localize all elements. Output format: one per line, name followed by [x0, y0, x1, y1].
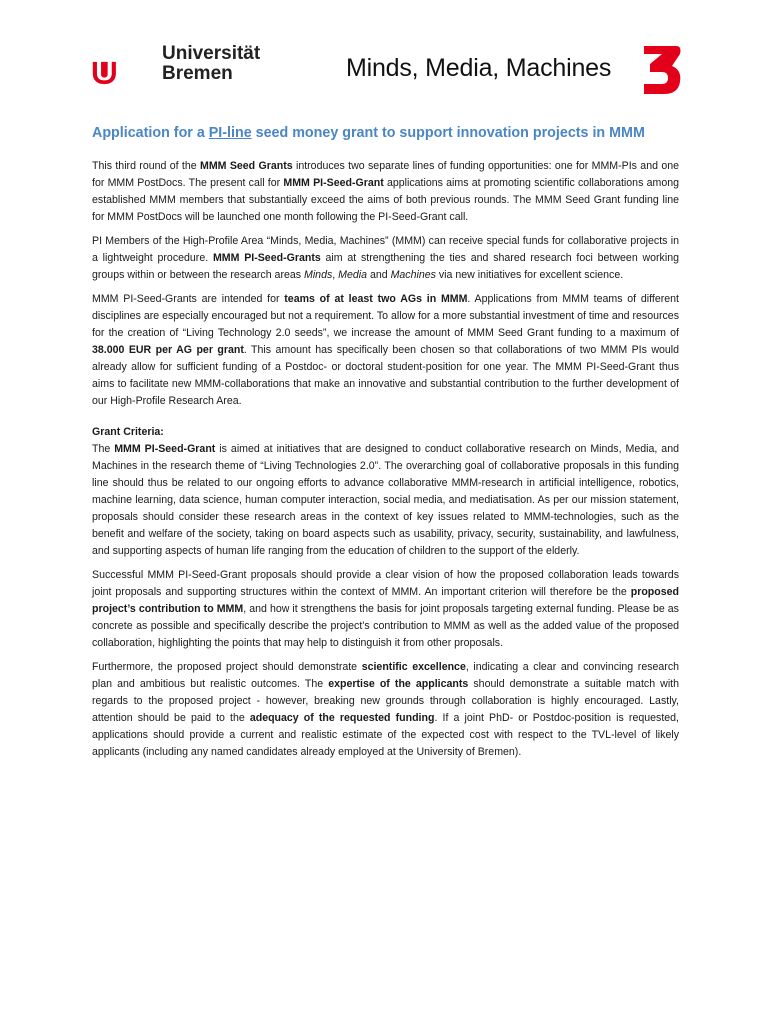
- italic-text: Machines: [390, 269, 436, 281]
- bold-text: MMM PI-Seed-Grants: [212, 252, 321, 264]
- mmm-logo-text: Minds, Media, Machines: [346, 54, 612, 82]
- italic-text: Minds: [304, 269, 333, 281]
- title-prefix: Application for a: [92, 125, 209, 141]
- italic-text: Media: [338, 269, 368, 281]
- text: introduces two separate lines of funding opportunities: one for MMM-PIs and one for MMM PostDocs. The present call for: [92, 160, 679, 189]
- text: , indicating a clear and convincing research plan and ambitious but realistic outcomes. The: [92, 661, 680, 690]
- text: . Applications from MMM teams of different disciplines are especially encouraged but not a requirement. To allow for a more substantial investment of time and resources for the creation of “Living Technology 2.0 seeds”, we increase the amount of MMM Seed Grant funding to a maximum of: [92, 293, 679, 339]
- mmm-logo-mark-icon: [640, 44, 682, 96]
- bold-text: expertise of the applicants: [328, 678, 469, 690]
- bold-text: teams of at least two AGs in MMM: [284, 293, 468, 305]
- bold-text: MMM Seed Grants: [200, 160, 293, 172]
- page-title: [92, 125, 692, 141]
- text: PI Members of the High-Profile Area “Minds, Media, Machines” (MMM) can receive special funds for collaborative projects in a lightweight procedure.: [92, 235, 679, 264]
- text: The: [92, 443, 115, 455]
- bold-text: MMM PI-Seed-Grant: [114, 443, 216, 455]
- grant-criteria-heading: Grant Criteria:: [92, 426, 164, 438]
- text: . This amount has specifically been chosen so that collaborations of two MMM PIs would already allow for sufficient funding of a Postdoc- or doctoral student-position for one year. The MMM PI-Seed-Grant thus aims to facilitate new MMM-collaborations that make an innovative and substantial contribution to the further development of our High-Profile Research Area.: [92, 344, 679, 407]
- paragraph-intro: [92, 158, 679, 226]
- bold-text: scientific excellence: [361, 661, 466, 673]
- bold-text: MMM PI-Seed-Grant: [283, 177, 384, 189]
- document-body: [92, 158, 679, 768]
- text: , and how it strengthens the basis for joint proposals targeting external funding. Please be as concrete as possible and specifically describe the project’s contribution to MMM as well as the added value of the proposed collaboration, highlighting the points that may help to distinguish it from other proposals.: [92, 603, 679, 649]
- title-suffix: seed money grant to support innovation projects in MMM: [251, 125, 645, 141]
- text: aim at strengthening the ties and shared research foci between working groups within or between the research areas: [92, 252, 679, 281]
- paragraph-successful-proposals: [92, 567, 679, 652]
- text: MMM PI-Seed-Grants are intended for: [92, 293, 285, 305]
- title-pi-line-link[interactable]: PI-line: [208, 125, 252, 141]
- paragraph-criteria: [92, 441, 679, 560]
- text: should demonstrate a suitable match with regards to the proposed project - however, breaking new grounds through collaboration is highly encouraged. Lastly, attention should be paid to the: [92, 678, 680, 724]
- paragraph-pi-members: [92, 233, 679, 284]
- university-name-line2: Bremen: [162, 63, 233, 84]
- bold-text: 38.000 EUR per AG per grant: [92, 344, 244, 356]
- text: and: [367, 269, 391, 281]
- university-bremen-logo-icon: [92, 44, 162, 102]
- university-name: [162, 44, 260, 84]
- text: Furthermore, the proposed project should demonstrate: [92, 661, 362, 673]
- university-name-line1: Universität: [162, 43, 261, 64]
- bold-text: proposed project’s contribution to MMM: [92, 586, 679, 615]
- text: Successful MMM PI-Seed-Grant proposals should provide a clear vision of how the proposed collaboration leads towards joint proposals and supporting structures within the context of MMM. An important criterion will therefore be the: [92, 569, 679, 598]
- text: ,: [332, 269, 339, 281]
- text: is aimed at initiatives that are designed to conduct collaborative research on Minds, Media, and Machines in the research theme of “Living Technologies 2.0”. The overarching goal of collaborative proposals in this funding line should thus be related to our ongoing efforts to advance collaborative MMM-research in artificial intelligence, robotics, machine learning, data science, human computer interaction, social media, and mediatisation. As per our mission statement, proposals should consider these research areas in the context of key issues related to MMM-technologies, such as the benefit and welfare of the society, taking on board aspects such as usability, privacy, security, sustainability, and lawfulness, and supporting aspects of human life ranging from the education of children to the support of the elderly.: [92, 443, 679, 557]
- bold-text: adequacy of the requested funding: [249, 712, 435, 724]
- paragraph-teams: [92, 291, 679, 410]
- text: . If a joint PhD- or Postdoc-position is requested, applications should provide a current and realistic estimate of the expected cost with respect to the TVL-level of likely applicants (including any named candidates already employed at the University of Bremen).: [92, 712, 679, 758]
- text: applications aims at promoting scientific collaborations among established MMM members that substantially exceed the aims of both previous rounds. The MMM Seed Grant funding line for MMM PostDocs will be launched one month following the PI-Seed-Grant call.: [92, 177, 679, 223]
- paragraph-excellence: [92, 659, 679, 761]
- text: via new initiatives for excellent science.: [435, 269, 624, 281]
- text: This third round of the: [92, 160, 200, 172]
